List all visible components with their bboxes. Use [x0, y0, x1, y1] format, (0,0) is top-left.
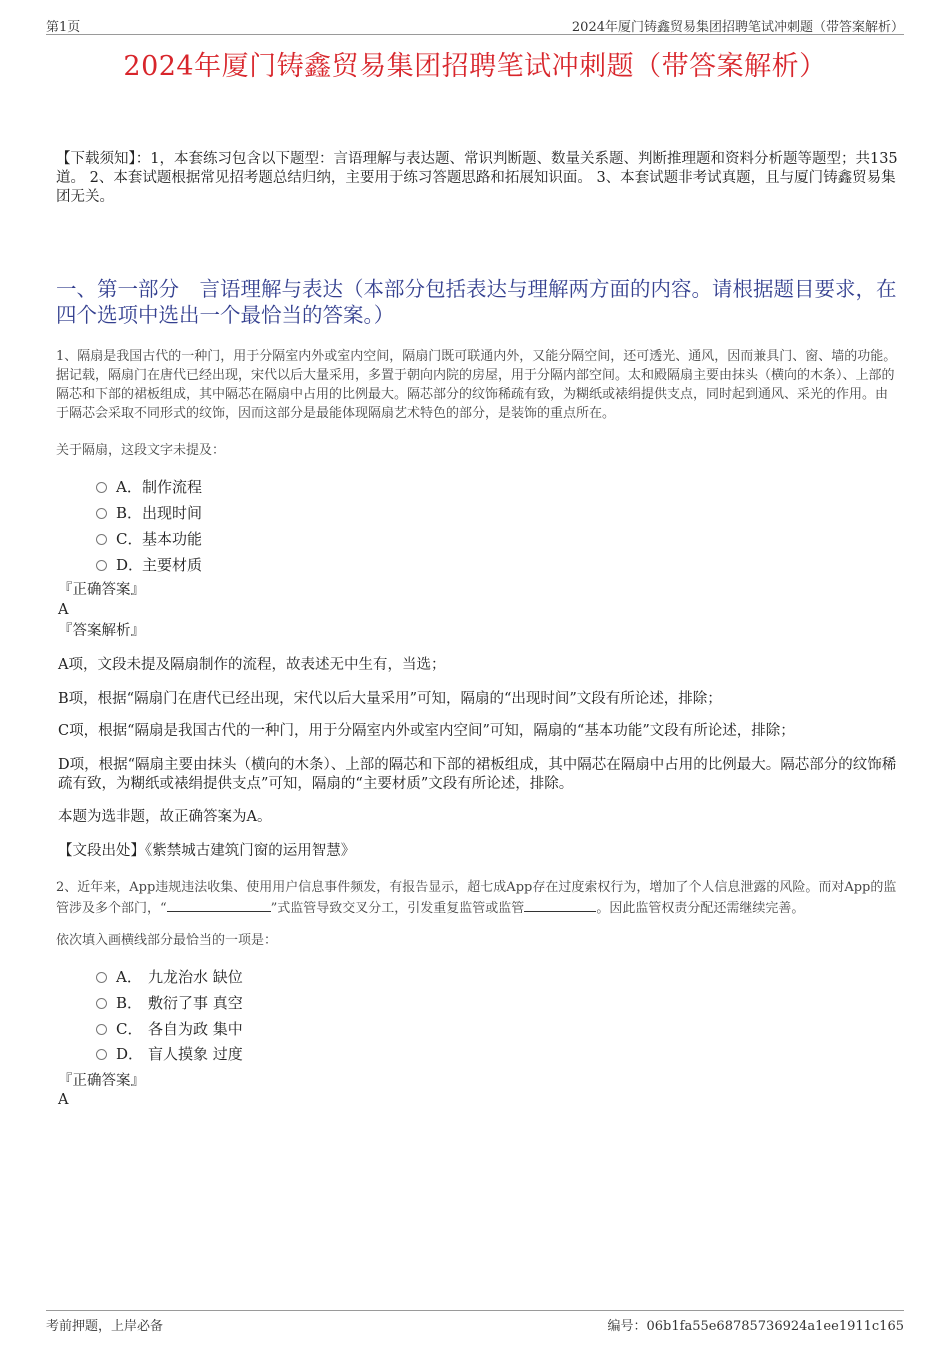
page-header [46, 16, 904, 35]
q1-answer: A [58, 602, 69, 618]
download-notice: 【下载须知】：1，本套练习包含以下题型：言语理解与表达题、常识判断题、数量关系题、判断推理题和资料分析题等题型；共135道。 2、本套试题根据常见招考题总结归纳，主要用于练习答题思路和拓展知识面。 3、本套试题非考试真题，且与厦门铸鑫贸易集团无关。 [56, 151, 898, 205]
fill-blank-1[interactable] [167, 897, 271, 912]
q2-passage: 2、近年来，App违规违法收集、使用用户信息事件频发，有报告显示，超七成App存在过度索权行为，增加了个人信息泄露的风险。而对App的监管涉及多个部门，“ ”式监管导致交叉分工，引发重复监管或监管 。因此监管权责分配还需继续完善。 [56, 880, 897, 916]
q1-analysis-d: D项，根据“隔扇主要由抹头（横向的木条）、上部的隔芯和下部的裙板组成，其中隔芯在隔扇中占用的比例最大。隔芯部分的纹饰稀疏有致，为糊纸或裱绢提供支点”可知，隔扇的“主要材质”文段有所论述，排除。 [58, 757, 897, 792]
q2-option-d[interactable]: D． 盲人摸象 过度 [96, 1043, 243, 1063]
q2-option-b[interactable]: B． 敷衍了事 真空 [96, 992, 243, 1012]
q2-option-c[interactable]: C． 各自为政 集中 [96, 1018, 243, 1038]
radio-icon[interactable] [96, 508, 107, 519]
footer-serial: 编号：06b1fa55e68785736924a1ee1911c165 [607, 1319, 904, 1334]
radio-icon[interactable] [96, 998, 107, 1009]
q1-analysis-c: C项，根据“隔扇是我国古代的一种门，用于分隔室内外或室内空间”可知，隔扇的“基本功能”文段有所论述，排除； [58, 723, 795, 739]
q1-analysis-b: B项，根据“隔扇门在唐代已经出现，宋代以后大量采用”可知，隔扇的“出现时间”文段有所论述，排除； [58, 691, 722, 707]
radio-icon[interactable] [96, 1024, 107, 1035]
fill-blank-2[interactable] [524, 897, 596, 912]
q1-source: 【文段出处】《紫禁城古建筑门窗的运用智慧》 [58, 843, 356, 859]
radio-icon[interactable] [96, 534, 107, 545]
q1-analysis-label: 『答案解析』 [58, 623, 145, 639]
q1-option-a[interactable]: A．制作流程 [96, 476, 202, 496]
footer-slogan: 考前押题，上岸必备 [46, 1319, 164, 1334]
q1-conclusion: 本题为选非题，故正确答案为A。 [58, 809, 272, 825]
page-title: 2024年厦门铸鑫贸易集团招聘笔试冲刺题（带答案解析） [123, 51, 827, 82]
q2-answer-label: 『正确答案』 [58, 1073, 145, 1089]
q1-option-d[interactable]: D．主要材质 [96, 554, 202, 574]
q2-answer: A [58, 1092, 69, 1108]
q1-stem: 关于隔扇，这段文字未提及： [56, 443, 226, 458]
q2-stem: 依次填入画横线部分最恰当的一项是： [56, 933, 278, 948]
q2-option-a[interactable]: A． 九龙治水 缺位 [96, 966, 243, 986]
radio-icon[interactable] [96, 560, 107, 571]
header-doc-title: 2024年厦门铸鑫贸易集团招聘笔试冲刺题（带答案解析） [571, 20, 904, 35]
page-number: 第1页 [46, 20, 81, 35]
section-heading: 一、第一部分 言语理解与表达（本部分包括表达与理解两方面的内容。请根据题目要求，在四个选项中选出一个最恰当的答案。） [56, 277, 897, 327]
q1-answer-label: 『正确答案』 [58, 582, 145, 598]
radio-icon[interactable] [96, 972, 107, 983]
q1-passage: 1、隔扇是我国古代的一种门，用于分隔室内外或室内空间，隔扇门既可联通内外，又能分隔空间，还可透光、通风，因而兼具门、窗、墙的功能。据记载，隔扇门在唐代已经出现，宋代以后大量采用，多置于朝向内院的房屋，用于分隔内部空间。太和殿隔扇主要由抹头（横向的木条）、上部的隔芯和下部的裙板组成，其中隔芯在隔扇中占用的比例最大。隔芯部分的纹饰稀疏有致，为糊纸或裱绢提供支点，同时起到通风、采光的作用。由于隔芯会采取不同形式的纹饰，因而这部分是最能体现隔扇艺术特色的部分，是装饰的重点所在。 [56, 349, 897, 421]
q1-option-b[interactable]: B．出现时间 [96, 502, 202, 522]
q1-analysis-a: A项，文段未提及隔扇制作的流程，故表述无中生有，当选； [58, 657, 446, 673]
page-footer [46, 1310, 904, 1334]
q1-option-c[interactable]: C．基本功能 [96, 528, 202, 548]
radio-icon[interactable] [96, 1049, 107, 1060]
radio-icon[interactable] [96, 482, 107, 493]
